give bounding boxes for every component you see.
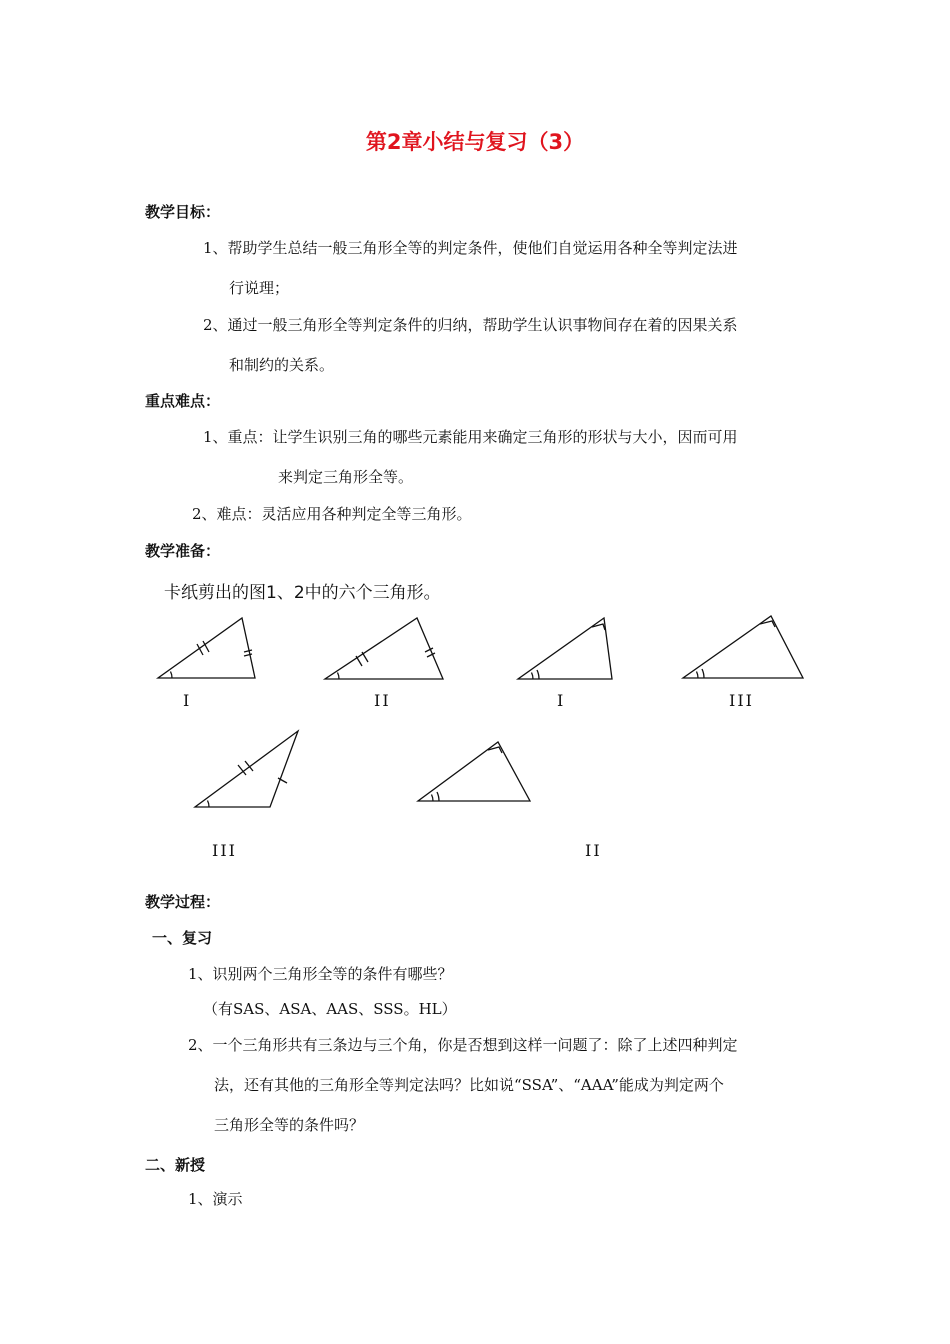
figure-label-1: I — [183, 691, 192, 710]
review-question-1: 1、识别两个三角形全等的条件有哪些？ — [188, 965, 453, 983]
objective-1-line-1: 1、帮助学生总结一般三角形全等的判定条件，使他们自觉运用各种全等判定法进 — [203, 239, 738, 257]
review-question-2-line-3: 三角形全等的条件吗？ — [214, 1116, 365, 1134]
figure-label-2: II — [374, 691, 391, 710]
triangle-6 — [418, 742, 530, 801]
objective-2-line-1: 2、通过一般三角形全等判定条件的归纳，帮助学生认识事物间存在着的因果关系 — [203, 316, 738, 334]
figure-label-6: II — [585, 841, 602, 860]
new-lesson-demo: 1、演示 — [188, 1190, 243, 1208]
review-answer-1: （有SAS、ASA、AAS、SSS。HL） — [203, 1000, 457, 1018]
objectives-heading: 教学目标： — [145, 203, 221, 221]
preparation-heading: 教学准备： — [145, 542, 221, 560]
objective-1-line-2: 行说理； — [229, 279, 290, 297]
triangle-1 — [158, 618, 255, 678]
triangle-3 — [518, 618, 612, 679]
key-point-2: 2、难点：灵活应用各种判定全等三角形。 — [192, 505, 472, 523]
key-point-1-line-2: 来判定三角形全等。 — [278, 468, 414, 486]
review-question-2-line-2: 法，还有其他的三角形全等判定法吗？比如说“SSA”、“AAA”能成为判定两个 — [214, 1076, 724, 1094]
figure-label-5: III — [212, 841, 237, 860]
process-heading: 教学过程： — [145, 893, 221, 911]
new-lesson-heading: 二、新授 — [145, 1156, 206, 1174]
key-points-heading: 重点难点： — [145, 392, 221, 410]
figure-label-3: I — [557, 691, 566, 710]
figure-label-4: III — [729, 691, 754, 710]
page-title: 第2章小结与复习（3） — [365, 130, 585, 154]
key-point-1-line-1: 1、重点：让学生识别三角的哪些元素能用来确定三角形的形状与大小，因而可用 — [203, 428, 738, 446]
triangle-2 — [325, 618, 443, 679]
review-heading: 一、复习 — [152, 929, 213, 947]
triangle-5 — [195, 731, 298, 807]
triangle-4 — [683, 616, 803, 678]
objective-2-line-2: 和制约的关系。 — [229, 356, 335, 374]
preparation-text: 卡纸剪出的图1、2中的六个三角形。 — [164, 583, 441, 603]
review-question-2-line-1: 2、一个三角形共有三条边与三个角，你是否想到这样一问题了：除了上述四种判定 — [188, 1036, 738, 1054]
